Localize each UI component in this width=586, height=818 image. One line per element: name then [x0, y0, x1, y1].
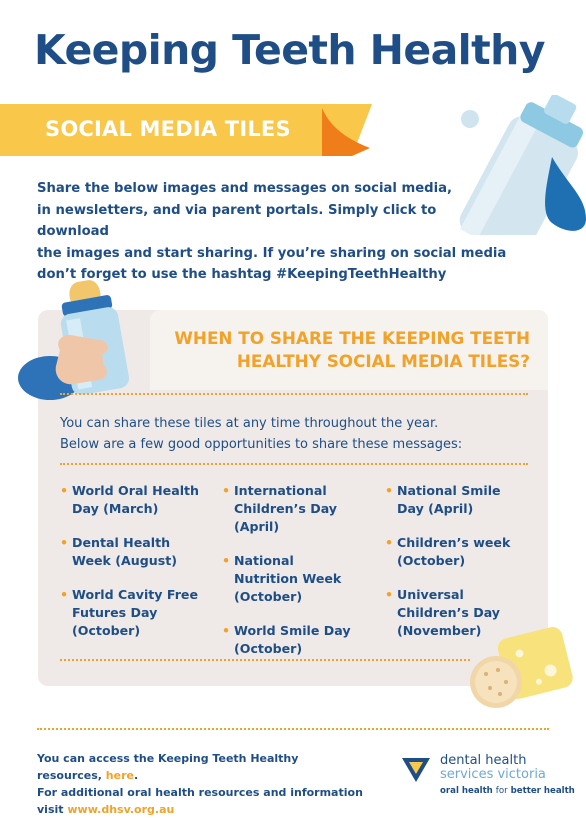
- baby-bottle-icon: [14, 280, 144, 410]
- list-item: • Dental Health Week (August): [60, 534, 200, 570]
- intro-line: in newsletters, and via parent portals. Simply click to download: [37, 202, 437, 239]
- divider: [60, 393, 528, 395]
- intro-line: the images and start sharing. If you’re sharing on social media: [37, 245, 507, 261]
- divider: [60, 463, 528, 465]
- logo-tag-part: for: [495, 786, 508, 796]
- banner-label: SOCIAL MEDIA TILES: [45, 117, 291, 141]
- intro-paragraph: [37, 178, 512, 286]
- logo-tagline: [440, 786, 575, 796]
- victoria-logo-icon: [400, 756, 432, 784]
- list-item: • World Smile Day (October): [222, 622, 362, 658]
- footer-text: [37, 750, 367, 818]
- intro-line: don’t forget to use the hashtag #KeepingTeethHealthy: [37, 267, 447, 282]
- opportunity-column: [60, 482, 200, 656]
- panel-heading-line: HEALTHY SOCIAL MEDIA TILES?: [236, 351, 530, 371]
- panel-heading-line: WHEN TO SHARE THE KEEPING TEETH: [174, 328, 530, 348]
- list-item: • International Children’s Day (April): [222, 482, 362, 536]
- footer-line: For additional oral health resources and information: [37, 786, 363, 799]
- cheese-cracker-icon: [466, 624, 576, 720]
- list-item: • World Cavity Free Futures Day (October): [60, 586, 200, 640]
- logo-line: dental health: [440, 753, 527, 768]
- logo-tag-part: better health: [510, 786, 575, 796]
- logo-line: services victoria: [440, 767, 546, 782]
- panel-subtext: [60, 413, 530, 455]
- panel-subtext-line: Below are a few good opportunities to share these messages:: [60, 437, 463, 452]
- list-item: • National Nutrition Week (October): [222, 552, 362, 606]
- list-item: • Universal Children’s Day (November): [385, 586, 515, 640]
- divider: [37, 728, 549, 730]
- intro-line: Share the below images and messages on social media,: [37, 181, 453, 196]
- dhsv-link[interactable]: www.dhsv.org.au: [67, 803, 175, 816]
- logo-tag-part: oral health: [440, 786, 493, 796]
- page-title: Keeping Teeth Healthy: [34, 26, 545, 74]
- list-item: • National Smile Day (April): [385, 482, 515, 518]
- divider: [60, 659, 470, 661]
- panel-heading: [158, 327, 530, 373]
- logo-wordmark: [440, 754, 546, 782]
- here-link[interactable]: here: [105, 769, 134, 782]
- list-item: • Children’s week (October): [385, 534, 515, 570]
- footer-line: [37, 750, 367, 784]
- footer-text-part: You can access the Keeping Teeth Healthy resources,: [37, 752, 299, 782]
- opportunity-column: [222, 482, 362, 674]
- panel-subtext-line: You can share these tiles at any time throughout the year.: [60, 416, 439, 431]
- footer-text-part: visit: [37, 803, 64, 816]
- list-item: • World Oral Health Day (March): [60, 482, 200, 518]
- footer-text-part: .: [133, 769, 139, 782]
